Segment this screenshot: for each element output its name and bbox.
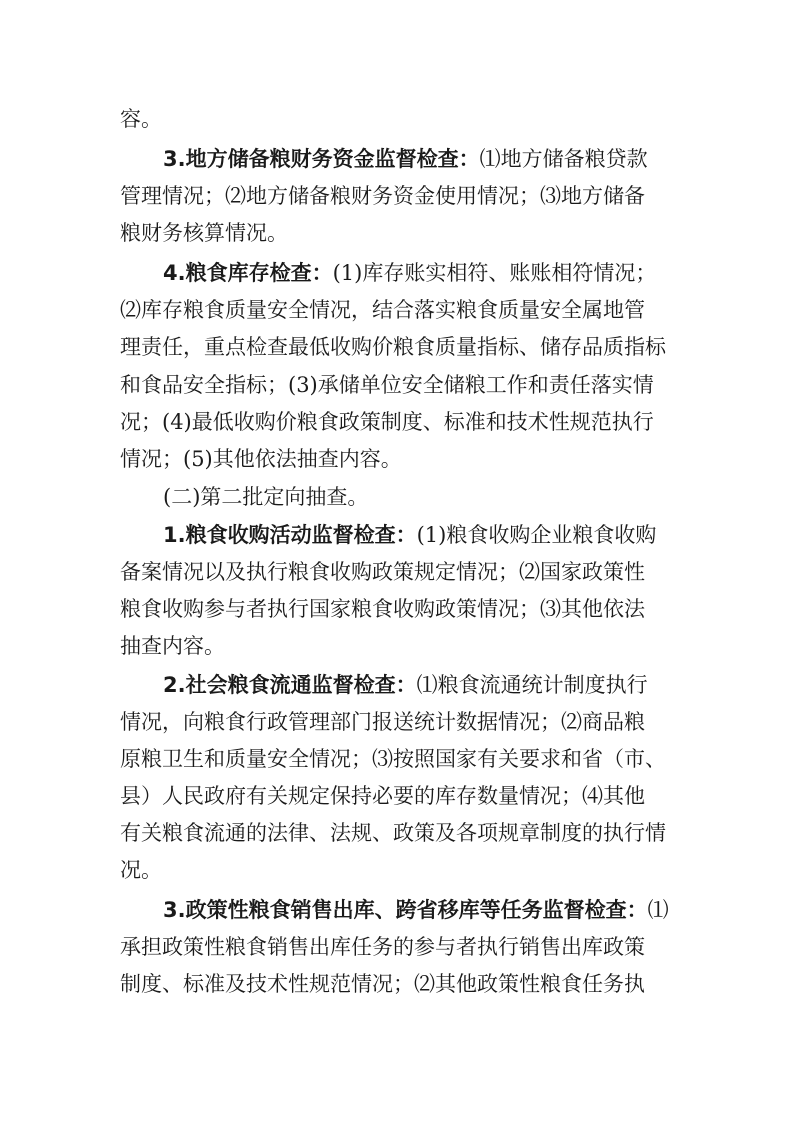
line-text: 原粮卫生和质量安全情况；⑶按照国家有关要求和省（市、 <box>120 747 666 771</box>
text-line <box>120 818 666 848</box>
line-text: 有关粮食流通的法律、法规、政策及各项规章制度的执行情 <box>120 821 666 845</box>
text-line <box>120 370 654 400</box>
line-text: (1)粮食收购企业粮食收购 <box>416 523 657 547</box>
text-line <box>120 781 645 811</box>
section-heading-line <box>163 670 648 700</box>
line-text: 管理情况；⑵地方储备粮财务资金使用情况；⑶地方储备 <box>120 184 645 208</box>
text-line <box>120 295 645 325</box>
section-heading: 1.粮食收购活动监督检查： <box>163 523 417 547</box>
section-heading: 3.地方储备粮财务资金监督检查： <box>163 147 480 171</box>
line-text: 况；(4)最低收购价粮食政策制度、标准和技术性规范执行 <box>120 410 654 434</box>
line-text: ⑴粮食流通统计制度执行 <box>416 673 648 697</box>
section-heading-line <box>163 895 669 925</box>
section-heading-line <box>163 258 656 288</box>
line-text: 制度、标准及技术性规范情况；⑵其他政策性粮食任务执 <box>120 972 645 996</box>
text-line <box>120 707 645 737</box>
text-line <box>120 218 288 248</box>
text-line <box>120 594 645 624</box>
line-text: 和食品安全指标；(3)承储单位安全储粮工作和责任落实情 <box>120 373 654 397</box>
text-line <box>120 969 645 999</box>
line-text: 粮财务核算情况。 <box>120 221 288 245</box>
line-text: 情况，向粮食行政管理部门报送统计数据情况；⑵商品粮 <box>120 710 645 734</box>
line-text: 情况；(5)其他依法抽查内容。 <box>120 447 402 471</box>
line-text: 况。 <box>120 858 162 882</box>
section-heading: 3.政策性粮食销售出库、跨省移库等任务监督检查： <box>163 898 648 922</box>
text-line <box>120 932 645 962</box>
text-line <box>120 181 645 211</box>
text-line <box>120 332 666 362</box>
line-text: 备案情况以及执行粮食收购政策规定情况；⑵国家政策性 <box>120 560 645 584</box>
section-heading: 4.粮食库存检查： <box>163 261 333 285</box>
line-text: 理责任，重点检查最低收购价粮食质量指标、储存品质指标 <box>120 335 666 359</box>
text-line <box>120 631 225 661</box>
line-text: ⑵库存粮食质量安全情况，结合落实粮食质量安全属地管 <box>120 298 645 322</box>
line-text: (1)库存账实相符、账账相符情况； <box>332 261 657 285</box>
line-text: (二)第二批定向抽查。 <box>163 485 369 509</box>
text-line <box>120 104 162 134</box>
subsection-title <box>163 482 368 512</box>
line-text: ⑴ <box>647 898 669 922</box>
text-line <box>120 407 654 437</box>
text-line <box>120 855 162 885</box>
text-line <box>120 444 402 474</box>
line-text: 承担政策性粮食销售出库任务的参与者执行销售出库政策 <box>120 935 645 959</box>
text-line <box>120 557 645 587</box>
text-line <box>120 744 666 774</box>
section-heading-line <box>163 144 648 174</box>
line-text: 抽查内容。 <box>120 634 225 658</box>
line-text: 粮食收购参与者执行国家粮食收购政策情况；⑶其他依法 <box>120 597 645 621</box>
line-text: ⑴地方储备粮贷款 <box>479 147 648 171</box>
section-heading: 2.社会粮食流通监督检查： <box>163 673 417 697</box>
line-text: 县）人民政府有关规定保持必要的库存数量情况；⑷其他 <box>120 784 645 808</box>
section-heading-line <box>163 520 656 550</box>
line-text: 容。 <box>120 107 162 131</box>
